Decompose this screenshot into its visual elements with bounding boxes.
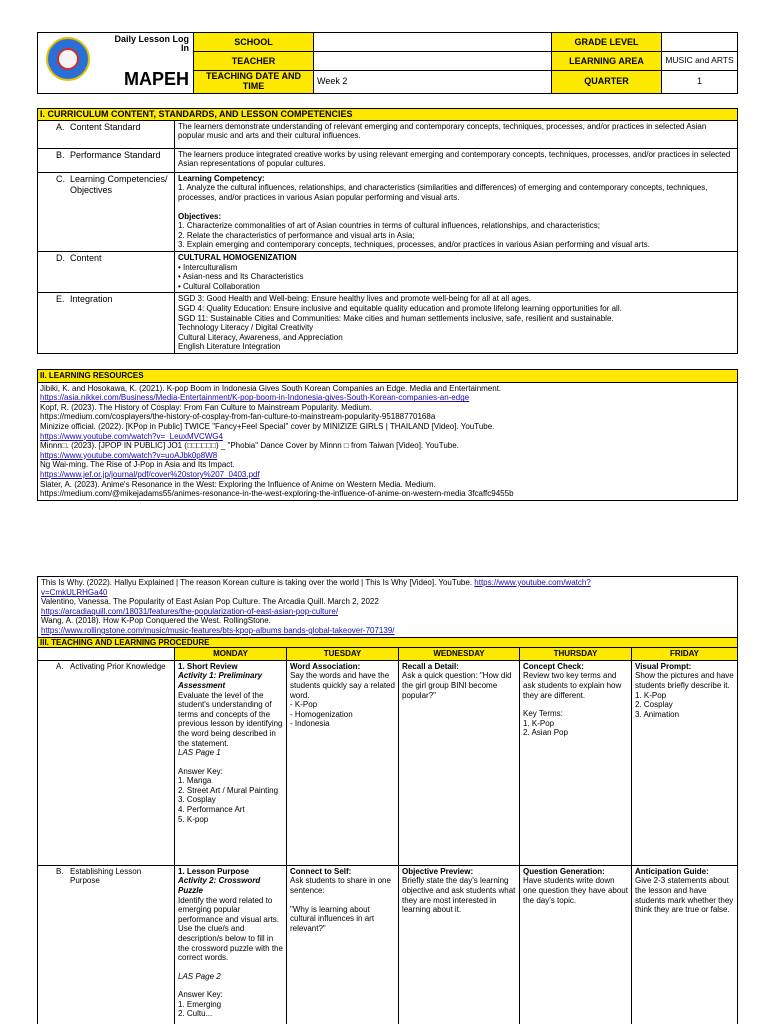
resource-2: Kopf, R. (2023). The History of Cosplay: From Fan Culture to Mainstream Popularity. Medium. (40, 402, 372, 412)
cell-question: "Why is learning about cultural influences in art relevant?" (290, 904, 375, 933)
subject-title: MAPEH (123, 69, 189, 90)
resource-4: Minnn□. (2023). [JPOP IN PUBLIC] JO1 (□□□□□□) _ "Phobia" Dance Cover by Minnn □ from Taiwan [Video]. YouTube. (40, 441, 459, 451)
spacer (523, 700, 628, 709)
cell-title: Objective Preview: (402, 866, 474, 876)
cell-title: Recall a Detail: (402, 661, 459, 671)
content-title: CULTURAL HOMOGENIZATION (178, 252, 297, 262)
activity-title: Activity 2: Crossword Puzzle (178, 876, 261, 895)
answer-key-item: 5. K-pop (178, 814, 209, 824)
list-item: 3. Animation (635, 709, 680, 719)
competencies-text (175, 172, 738, 251)
list-item: 2. Cosplay (635, 700, 673, 710)
purpose-label (38, 865, 175, 1024)
label-e: Integration (70, 294, 113, 305)
answer-key-item: 2. Street Art / Mural Painting (178, 785, 279, 795)
teacher-value (314, 52, 552, 71)
purpose-monday (175, 865, 287, 1024)
list-item: - K-Pop (290, 700, 318, 710)
cell-text: Show the pictures and have students briefly describe it. (635, 671, 734, 690)
label-d: Content (70, 252, 102, 263)
dll-title: Daily Lesson Log (114, 34, 189, 44)
content-text (175, 251, 738, 292)
content-standard-text: The learners demonstrate understanding of relevant emerging and contemporary concepts, techniques, processes, and/or practices in selected Asian popular music and arts and their cultural influences. (175, 120, 738, 148)
integration-1: SGD 3: Good Health and Well-being: Ensure healthy lives and promote well-being for all at all ages. (178, 294, 531, 304)
letter-b: B. (56, 149, 65, 160)
cell-title: 1. Lesson Purpose (178, 866, 250, 876)
integration-2: SGD 4: Quality Education: Ensure inclusive and equitable quality education and promote lifelong learning opportunities for all. (178, 303, 622, 313)
cell-title: Connect to Self: (290, 866, 352, 876)
integration-6: English Literature Integration (178, 342, 281, 352)
cell-title: Visual Prompt: (635, 661, 692, 671)
activating-friday (632, 660, 738, 865)
activating-thursday (520, 660, 632, 865)
resource-7-link-b[interactable]: v=CmkULRHGa40 (41, 587, 108, 597)
day-header-friday: FRIDAY (632, 648, 738, 661)
competency-title: Learning Competency: (178, 173, 265, 183)
spacer (178, 203, 734, 212)
list-item: 2. Asian Pop (523, 728, 568, 738)
list-item: - Indonesia (290, 719, 330, 729)
day-header-thursday: THURSDAY (520, 648, 632, 661)
content-label (38, 251, 175, 292)
quarter-label: QUARTER (552, 71, 662, 94)
resource-2-url: https://medium.com/cosplayers/the-history-of-cosplay-from-fan-culture-to-mainstream-popularity-95188770168a (40, 412, 436, 422)
day-header-wednesday: WEDNESDAY (399, 648, 520, 661)
cell-text: Briefly state the day's learning objective and ask students what they are most interested in learning about it. (402, 876, 516, 915)
letter-a: A. (56, 121, 65, 132)
resource-9-link[interactable]: https://www.rollingstone.com/music/music-features/bts-kpop-albums bands-global-takeover-707139/ (41, 625, 395, 635)
purpose-thursday (520, 865, 632, 1024)
cell-text: Give 2-3 statements about the lesson and have students mark whether they think they are true or false. (635, 876, 734, 915)
label-a: Content Standard (70, 121, 141, 132)
quarter-value: 1 (662, 71, 738, 94)
day-header-tuesday: TUESDAY (287, 648, 399, 661)
integration-4: Technology Literacy / Digital Creativity (178, 323, 314, 333)
resource-8: Valentino, Vanessa. The Popularity of East Asian Pop Culture. The Arcadia Quill. March 2, 2022 (41, 597, 379, 607)
cell-text: Have students write down one question they have about the day's topic. (523, 876, 628, 905)
purpose-friday (632, 865, 738, 1024)
label-c: Learning Competencies/ Objectives (70, 173, 168, 195)
objective-1: 1. Characterize commonalities of art of Asian countries in terms of cultural influences, relationships, and characteristics; (178, 221, 600, 231)
dll-in: In (181, 43, 189, 53)
resource-9: Wang, A. (2018). How K-Pop Conquered the West. RollingStone. (41, 616, 271, 626)
letter-d: D. (56, 252, 65, 263)
date-label: TEACHING DATE AND TIME (194, 71, 314, 94)
label-b: Performance Standard (70, 149, 161, 160)
curriculum-table (37, 108, 738, 354)
cell-title: Question Generation: (523, 866, 605, 876)
purpose-tuesday (287, 865, 399, 1024)
cell-title: 1. Short Review (178, 661, 238, 671)
list-item: 1. K-Pop (635, 690, 667, 700)
resource-3-link[interactable]: https://www.youtube.com/watch?v=_LeuxMVCWG4 (40, 431, 223, 441)
answer-key-item: 3. Cosplay (178, 795, 216, 805)
spacer (178, 981, 283, 990)
procedure-heading: III. TEACHING AND LEARNING PROCEDURE (38, 637, 738, 648)
objective-2: 2. Relate the characteristics of performance and visual arts in Asia; (178, 230, 415, 240)
area-label: LEARNING AREA (552, 52, 662, 71)
resource-5: Ng Wai-ming. The Rise of J-Pop in Asia and Its Impact. (40, 460, 235, 470)
integration-label (38, 293, 175, 354)
cell-title: Concept Check: (523, 661, 584, 671)
cell-text: Ask students to share in one sentence: (290, 876, 391, 895)
performance-standard-text: The learners produce integrated creative works by using relevant emerging and contemporary concepts, techniques, processes, and/or practices in selected Asian representations of popular cultures. (175, 148, 738, 172)
content-item-2: • Asian-ness and Its Characteristics (178, 272, 304, 282)
content-standard-label (38, 120, 175, 148)
answer-key-item: 2. Cultu... (178, 1009, 213, 1019)
integration-5: Cultural Literacy, Awareness, and Appreciation (178, 332, 343, 342)
logo-cell (38, 33, 194, 94)
resources-table (37, 369, 738, 501)
integration-3: SGD 11: Sustainable Cities and Communities: Make cities and human settlements inclusive, safe, resilient and sustainable. (178, 313, 614, 323)
cell-text: Ask a quick question: "How did the girl group BINI become popular?" (402, 671, 512, 700)
teacher-label: TEACHER (194, 52, 314, 71)
section1-heading: I. CURRICULUM CONTENT, STANDARDS, AND LESSON COMPETENCIES (38, 109, 738, 121)
cell-title: Anticipation Guide: (635, 866, 709, 876)
content-item-3: • Cultural Collaboration (178, 281, 260, 291)
resources-list (38, 382, 738, 500)
letter-c: C. (56, 173, 65, 184)
answer-key-item: 1. Emerging (178, 999, 222, 1009)
dll-title-block (114, 35, 189, 53)
resource-7-link-a[interactable]: https://www.youtube.com/watch? (474, 578, 591, 587)
list-item: 1. K-Pop (523, 718, 555, 728)
resource-3: Minizize official. (2022). [KPop in Public] TWICE "Fancy+Feel Special" cover by MINIZIZE GIRLS | THAILAND [Video]. YouTube. (40, 421, 495, 431)
letter-b: B. (56, 866, 64, 876)
letter-e: E. (56, 294, 65, 305)
header-table (37, 32, 738, 94)
cell-text: Identify the word related to emerging popular performance and visual arts. Use the clue/s and description/s below to fill in the crossword puzzle with the correct words. (178, 895, 283, 963)
resource-1: Jibiki, K. and Hosokawa, K. (2021). K-pop Boom in Indonesia Gives South Korean Companies an Edge. Media and Entertainment. (40, 383, 502, 393)
resource-5-link[interactable]: https://www.jef.or.jp/journal/pdf/cover%20story%207_0403.pdf (40, 469, 260, 479)
spacer (290, 896, 395, 905)
label-a: Activating Prior Knowledge (70, 661, 166, 671)
resource-6-url: https://medium.com/@mikejadams55/animes-resonance-in-the-west-exploring-the-influence-of-anime-on-western-media 3fcaffc9455b (40, 489, 514, 499)
label-b: Establishing Lesson Purpose (70, 866, 142, 886)
activating-tuesday (287, 660, 399, 865)
resource-6: Slater, A. (2023). Anime's Resonance in the West: Exploring the Influence of Anime on Western Media. Medium. (40, 479, 436, 489)
list-item: - Homogenization (290, 709, 353, 719)
resource-4-link[interactable]: https://www.youtube.com/watch?v=uoAJbk0p8W8 (40, 450, 218, 460)
cell-text: Say the words and have the students quickly say a related word. (290, 671, 395, 700)
deped-seal-icon (46, 37, 90, 81)
day-header-monday: MONDAY (175, 648, 287, 661)
cell-text: Evaluate the level of the student's understanding of terms and concepts of the previous lesson by identifying the word being described in the statement. (178, 690, 283, 748)
spacer (178, 963, 283, 972)
activating-monday (175, 660, 287, 865)
date-value: Week 2 (314, 71, 552, 94)
school-value (314, 33, 552, 52)
resource-7: This Is Why. (2022). Hallyu Explained | The reason Korean culture is taking over the world | This Is Why [Video]. YouTube. (41, 578, 473, 587)
grade-value (662, 33, 738, 52)
cell-text: Review two key terms and ask students to explain how they are different. (523, 671, 622, 700)
grade-label: GRADE LEVEL (552, 33, 662, 52)
answer-key-item: 4. Performance Art (178, 805, 245, 815)
purpose-wednesday (399, 865, 520, 1024)
activating-wednesday (399, 660, 520, 865)
objective-3: 3. Explain emerging and contemporary concepts, techniques, processes, and/or practices in various Asian performing and visual arts. (178, 240, 650, 250)
resource-1-link[interactable]: https://asia.nikkei.com/Business/Media-Entertainment/K-pop-boom-in-Indonesia-gives-South-Korean-companies-an-edge (40, 393, 470, 403)
cell-title: Word Association: (290, 661, 361, 671)
procedure-table (37, 576, 738, 1024)
key-terms-title: Key Terms: (523, 709, 563, 719)
competencies-label (38, 172, 175, 251)
activating-label (38, 660, 175, 865)
content-item-1: • Interculturalism (178, 262, 238, 272)
school-label: SCHOOL (194, 33, 314, 52)
performance-standard-label (38, 148, 175, 172)
answer-key-title: Answer Key: (178, 766, 223, 776)
spacer (178, 758, 283, 767)
resources-heading: II. LEARNING RESOURCES (38, 370, 738, 383)
resources-continued (38, 577, 738, 638)
objectives-title: Objectives: (178, 211, 222, 221)
las-page: LAS Page 2 (178, 971, 221, 981)
day-header-blank (38, 648, 175, 661)
competency-text: 1. Analyze the cultural influences, relationships, and characteristics (similarities and differences) of emerging and contemporary concepts, techniques, processes, and/or practices in various Asian popular performing and visual arts. (178, 183, 708, 202)
answer-key-title: Answer Key: (178, 990, 223, 1000)
letter-a: A. (56, 661, 64, 671)
resource-8-link[interactable]: https://arcadiaquill.com/18031/features/the-popularization-of-east-asian-pop-culture/ (41, 606, 339, 616)
integration-text (175, 293, 738, 354)
activity-title: Activity 1: Preliminary Assessment (178, 671, 263, 690)
area-value: MUSIC and ARTS (662, 52, 738, 71)
answer-key-item: 1. Manga (178, 776, 212, 786)
las-page: LAS Page 1 (178, 748, 221, 758)
